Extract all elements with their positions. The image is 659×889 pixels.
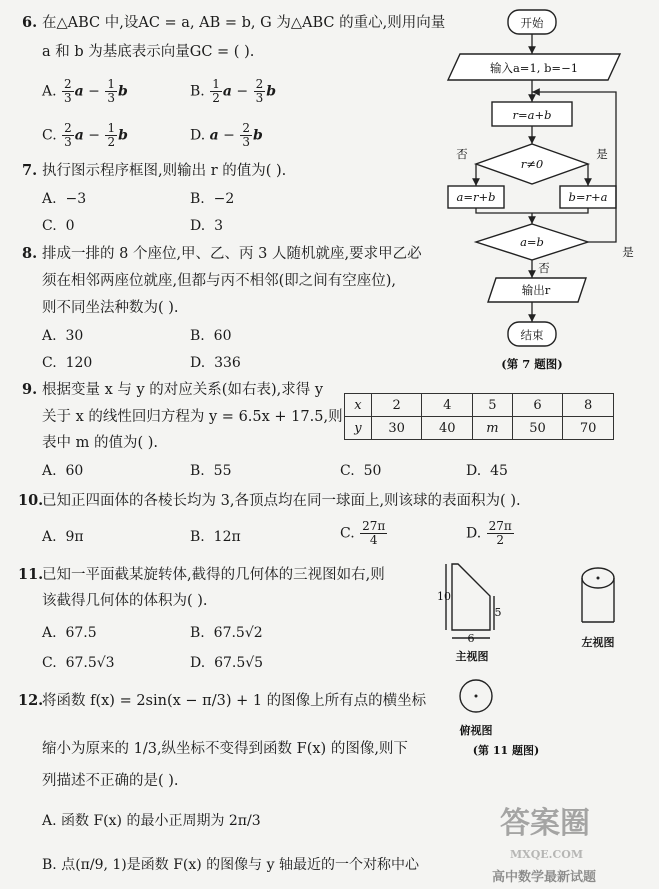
table-cell: 6 bbox=[512, 394, 563, 417]
q9-data-table bbox=[344, 393, 614, 440]
flow-left-label: a=r+b bbox=[456, 190, 496, 204]
q11-figure-caption: (第 11 题图) bbox=[472, 744, 540, 757]
q7-option-b: B. −2 bbox=[190, 191, 235, 207]
q9-option-c: C. 50 bbox=[340, 463, 382, 479]
table-cell: 5 bbox=[473, 394, 513, 417]
q8-line3: 则不同坐法种数为( ). bbox=[42, 300, 179, 316]
q6-line2: a 和 b 为基底表示向量GC = ( ). bbox=[42, 44, 255, 60]
q10-number: 10. bbox=[18, 492, 44, 509]
flow-input-label: 输入a=1, b=−1 bbox=[489, 61, 579, 75]
watermark-text: 高中数学最新试题 bbox=[492, 870, 597, 885]
q11-option-a: A. 67.5 bbox=[42, 625, 97, 641]
q12-number: 12. bbox=[18, 692, 44, 709]
q8-option-c: C. 120 bbox=[42, 355, 93, 371]
q8-line1: 排成一排的 8 个座位,甲、乙、丙 3 人随机就座,要求甲乙必 bbox=[42, 246, 422, 262]
q7-option-c: C. 0 bbox=[42, 218, 75, 234]
watermark-logo: 答案圈 bbox=[500, 806, 590, 841]
q11-line1: 已知一平面截某旋转体,截得的几何体的三视图如右,则 bbox=[42, 567, 385, 583]
flowchart-q7 bbox=[440, 6, 640, 376]
flow-no1-label: 否 bbox=[456, 147, 468, 161]
q9-line3: 表中 m 的值为( ). bbox=[42, 435, 158, 451]
q6-number: 6. bbox=[22, 14, 38, 31]
table-cell: y bbox=[345, 417, 372, 440]
dim-5-label: 5 bbox=[494, 606, 502, 619]
q6-option-c: C. $\frac{2}{3}$ a − $\frac{1}{2}$ b bbox=[42, 121, 128, 149]
table-cell: x bbox=[345, 394, 372, 417]
flow-output-label: 输出r bbox=[521, 283, 551, 297]
q9-line2: 关于 x 的线性回归方程为 y = 6.5x + 17.5,则 bbox=[42, 409, 343, 425]
left-view-label: 左视图 bbox=[581, 636, 615, 649]
front-view-label: 主视图 bbox=[455, 650, 489, 663]
q6-line1: 在△ABC 中,设AC = a, AB = b, G 为△ABC 的重心,则用向量 bbox=[42, 15, 446, 31]
q12-option-a: A. 函数 F(x) 的最小正周期为 2π/3 bbox=[42, 813, 261, 829]
table-cell: 2 bbox=[371, 394, 422, 417]
q9-option-b: B. 55 bbox=[190, 463, 232, 479]
flow-yes1-label: 是 bbox=[596, 147, 608, 161]
table-cell: 50 bbox=[512, 417, 563, 440]
q10-option-c: C. $\frac{27\pi}{4}$ bbox=[340, 519, 386, 547]
q10-option-b: B. 12π bbox=[190, 529, 241, 545]
q11-option-d: D. 67.5√5 bbox=[190, 655, 264, 671]
q10-option-a: A. 9π bbox=[42, 529, 84, 545]
q6-option-d: D. a − $\frac{2}{3}$ b bbox=[190, 121, 263, 149]
q11-option-b: B. 67.5√2 bbox=[190, 625, 263, 641]
table-cell: 40 bbox=[422, 417, 473, 440]
q6-option-a: A. $\frac{2}{3}$ a − $\frac{1}{3}$ b bbox=[42, 77, 128, 105]
q10-option-d: D. $\frac{27\pi}{2}$ bbox=[466, 519, 512, 547]
q12-option-b: B. 点(π/9, 1)是函数 F(x) 的图像与 y 轴最近的一个对称中心 bbox=[42, 857, 419, 873]
top-view-label: 俯视图 bbox=[459, 724, 493, 737]
q9-option-a: A. 60 bbox=[42, 463, 84, 479]
q8-number: 8. bbox=[22, 245, 38, 262]
dim-6-label: 6 bbox=[467, 632, 475, 645]
table-cell: 30 bbox=[371, 417, 422, 440]
table-cell: 70 bbox=[563, 417, 614, 440]
q9-option-d: D. 45 bbox=[466, 463, 508, 479]
q8-option-b: B. 60 bbox=[190, 328, 232, 344]
q10-line1: 已知正四面体的各棱长均为 3,各顶点均在同一球面上,则该球的表面积为( ). bbox=[42, 493, 521, 509]
q12-line1: 将函数 f(x) = 2sin(x − π/3) + 1 的图像上所有点的横坐标 bbox=[42, 693, 427, 709]
table-cell: m bbox=[473, 417, 513, 440]
q7-number: 7. bbox=[22, 162, 38, 179]
q8-option-a: A. 30 bbox=[42, 328, 84, 344]
q7-option-d: D. 3 bbox=[190, 218, 224, 234]
flow-caption: (第 7 题图) bbox=[501, 357, 563, 371]
q11-number: 11. bbox=[18, 566, 44, 583]
q7-line1: 执行图示程序框图,则输出 r 的值为( ). bbox=[42, 163, 287, 179]
q8-line2: 须在相邻两座位就座,但都与丙不相邻(即之间有空座位), bbox=[42, 273, 397, 289]
flow-yes2-label: 是 bbox=[622, 245, 634, 259]
table-cell: 8 bbox=[563, 394, 614, 417]
q11-line2: 该截得几何体的体积为( ). bbox=[42, 593, 208, 609]
flow-cond1-label: r≠0 bbox=[520, 157, 544, 171]
flow-assign-label: r=a+b bbox=[512, 108, 552, 122]
q9-line1: 根据变量 x 与 y 的对应关系(如右表),求得 y bbox=[42, 382, 324, 398]
q7-option-a: A. −3 bbox=[42, 191, 87, 207]
q12-line3: 列描述不正确的是( ). bbox=[42, 773, 179, 789]
table-row-x bbox=[345, 394, 614, 417]
table-row-y bbox=[345, 417, 614, 440]
flow-no2-label: 否 bbox=[538, 261, 550, 275]
q9-number: 9. bbox=[22, 381, 38, 398]
dim-10-label: 10 bbox=[437, 590, 451, 603]
q8-option-d: D. 336 bbox=[190, 355, 241, 371]
watermark-site: MXQE.COM bbox=[510, 848, 584, 861]
table-cell: 4 bbox=[422, 394, 473, 417]
q6-option-b: B. $\frac{1}{2}$ a − $\frac{2}{3}$ b bbox=[190, 77, 276, 105]
flow-start-label: 开始 bbox=[520, 16, 544, 30]
q11-option-c: C. 67.5√3 bbox=[42, 655, 115, 671]
flow-end-label: 结束 bbox=[520, 328, 544, 342]
flow-cond2-label: a=b bbox=[520, 235, 544, 249]
flow-right-label: b=r+a bbox=[568, 190, 608, 204]
q12-line2: 缩小为原来的 1/3,纵坐标不变得到函数 F(x) 的图像,则下 bbox=[42, 741, 408, 757]
front-view-shape bbox=[452, 564, 490, 630]
three-views-q11 bbox=[437, 556, 650, 760]
